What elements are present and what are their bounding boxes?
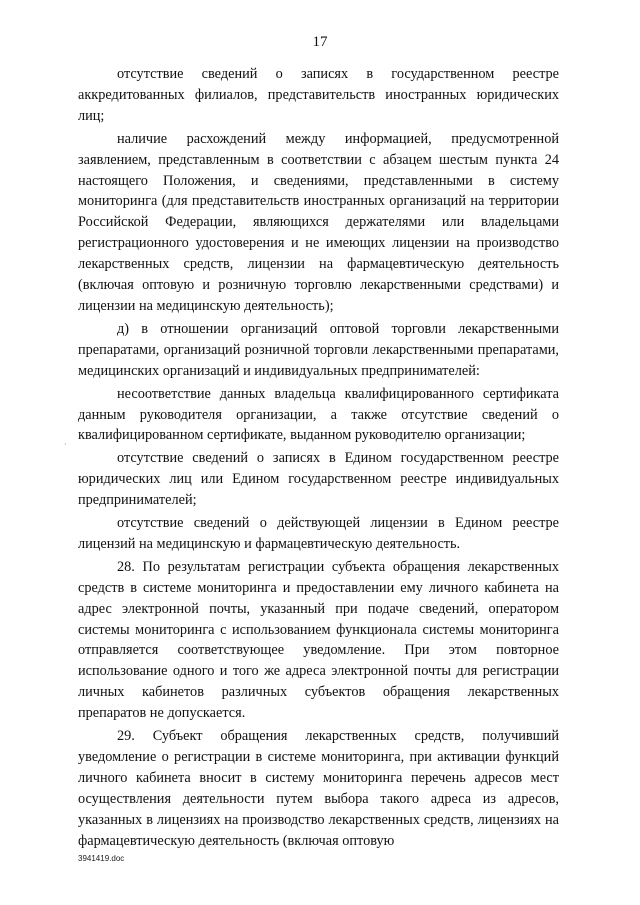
paragraph-foreign-branches-registry: отсутствие сведений о записях в государственном реестре аккредитованных филиалов, представительств иностранных юридических лиц; — [78, 66, 559, 124]
paragraph-clause-29: 29. Субъект обращения лекарственных средств, получивший уведомление о регистрации в системе мониторинга, при активации функций личного кабинета вносит в систему мониторинга перечень адресов мест осуществления деятельности путем выбора такого адреса из адресов, указанных в лицензиях на производство лекарственных средств, лицензиях на фармацевтическую деятельность (включая оптовую — [78, 728, 559, 849]
page-number: 17 — [312, 34, 328, 50]
paragraph-info-discrepancy: наличие расхождений между информацией, предусмотренной заявлением, представленным в соответствии с абзацем шестым пункта 24 настоящего Положения, и сведениями, представленными в систему мониторинга (для представительств иностранных организаций на территории Российской Федерации, являющихся держателями или владельцами регистрационного удостоверения и не имеющих лицензии на производство лекарственных средств, лицензии на фармацевтическую деятельность (включая оптовую и розничную торговлю лекарственными средствами) и лицензии на медицинскую деятельность); — [78, 130, 559, 314]
paragraph-clause-28: 28. По результатам регистрации субъекта обращения лекарственных средств в системе мониторинга и предоставлении ему личного кабинета на адрес электронной почты, указанный при подаче сведений, оператором системы мониторинга с использованием функционала системы мониторинга отправляется соответствующее уведомление. При этом повторное использование одного и того же адреса электронной почты для регистрации личных кабинетов различных субъектов обращения лекарственных препаратов не допускается. — [78, 558, 559, 722]
paragraph-license-registry: отсутствие сведений о действующей лицензии в Едином реестре лицензий на медицинскую и фармацевтическую деятельность. — [78, 515, 559, 552]
document-footer-filename: 3941419.doc — [78, 854, 125, 863]
paragraph-subitem-d: д) в отношении организаций оптовой торговли лекарственными препаратами, организаций розничной торговли лекарственными препаратами, медицинских организаций и индивидуальных предпринимателей: — [78, 320, 559, 379]
margin-mark: · — [64, 440, 67, 449]
paragraph-state-registry: отсутствие сведений о записях в Едином государственном реестре юридических лиц или Едином государственном реестре индивидуальных предпринимателей; — [78, 450, 559, 509]
paragraph-certificate-mismatch: несоответствие данных владельца квалифицированного сертификата данным руководителя организации, а также отсутствие сведений о квалифицированном сертификате, выданном руководителю организации; — [78, 385, 559, 444]
document-body — [78, 64, 559, 854]
